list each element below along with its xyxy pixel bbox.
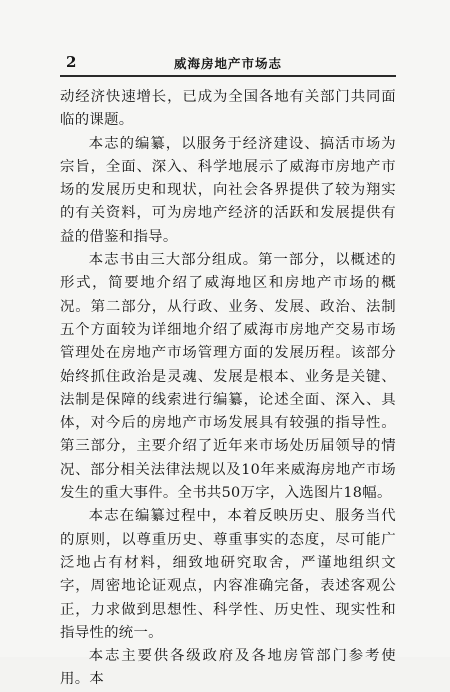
paragraph-usage: 本志主要供各级政府及各地房管部门参考使用。本 [60,648,396,688]
paragraph-continuation: 动经济快速增长，已成为全国各地有关部门共同面临的课题。 [60,89,396,129]
paragraph-structure: 本志书由三大部分组成。第一部分，以概述的形式，简要地介绍了威海地区和房地产市场的概况。第二部分，从行政、业务、发展、政治、法制五个方面较为详细地介绍了威海市房地产交易市场管理处在房地产市场管理方面的发展历程。该部分始终抓住政治是灵魂、发展是根本、业务是关键、法制是保障的线索进行编纂，论述全面、深入、具体，对今后的房地产市场发展具有较强的指导性。第三部分，主要介绍了近年来市场处历届领导的情况、部分相关法律法规以及10年来威海房地产市场发生的重大事件。全书共50万字，入选图片18幅。 [60,252,396,502]
header-rule [60,75,396,77]
page-number: 2 [66,53,77,71]
running-title: 威海房地产市场志 [173,56,282,71]
body-text [60,86,396,692]
paragraph-purpose: 本志的编纂，以服务于经济建设、搞活市场为宗旨，全面、深入、科学地展示了威海市房地产市场的发展历史和现状，向社会各界提供了较为翔实的有关资料，可为房地产经济的活跃和发展提供有益的借鉴和指导。 [60,135,396,245]
paragraph-principles: 本志在编纂过程中，本着反映历史、服务当代的原则，以尊重历史、尊重事实的态度，尽可能广泛地占有材料，细致地研究取舍，严谨地组织文字，周密地论证观点，内容准确完备，表述客观公正，力求做到思想性、科学性、历史性、现实性和指导性的统一。 [60,508,396,641]
page-header [60,51,396,73]
